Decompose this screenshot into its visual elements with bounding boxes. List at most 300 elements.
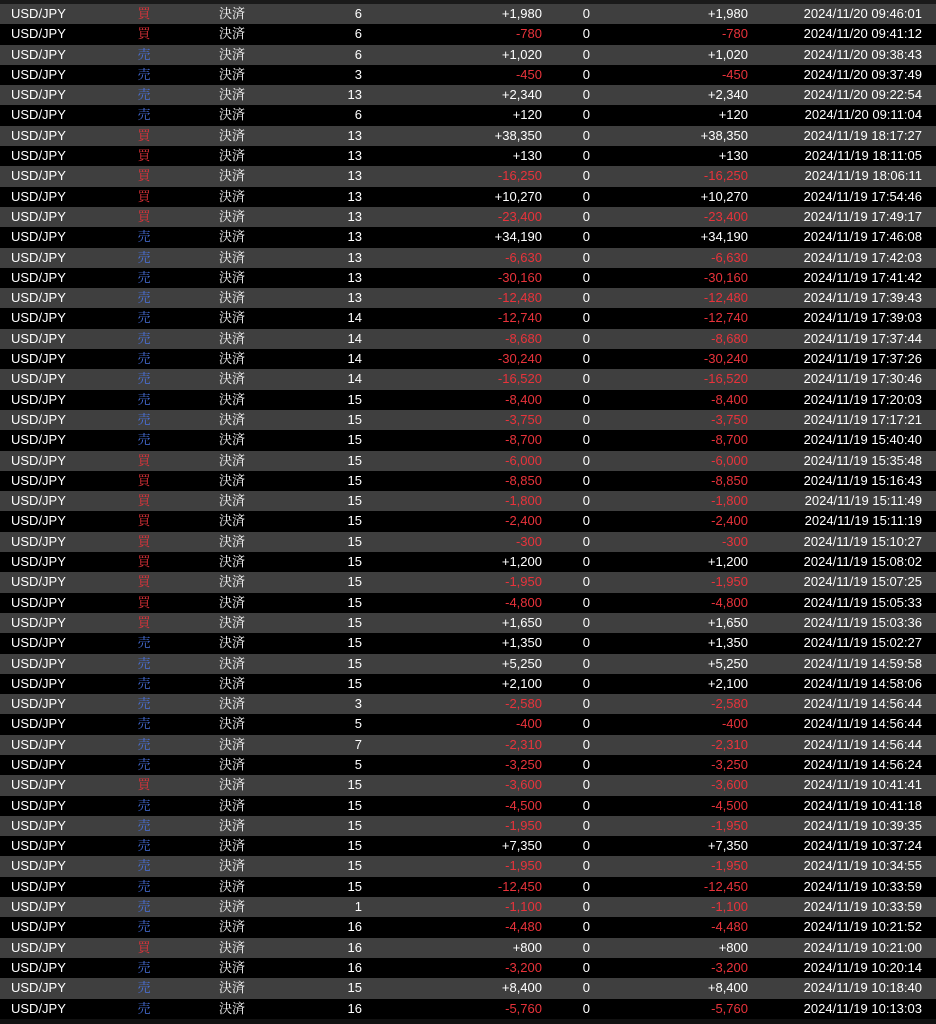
execution-time: 2024/11/19 14:56:44 [803,736,922,752]
trade-quantity: 13 [347,208,362,224]
swap-points: 0 [582,269,590,285]
table-row[interactable] [0,126,936,146]
profit-loss: -6,630 [505,249,542,265]
swap-points: 0 [582,817,590,833]
total-profit-loss: -8,850 [711,472,748,488]
execution-time: 2024/11/19 17:30:46 [803,371,922,387]
table-row[interactable] [0,187,936,207]
trade-side: 買 [137,208,151,224]
total-profit-loss: -12,450 [703,878,748,894]
swap-points: 0 [582,310,590,326]
total-profit-loss: -12,480 [703,290,748,306]
trade-quantity: 15 [347,858,362,874]
swap-points: 0 [582,46,590,62]
profit-loss: -3,750 [505,411,542,427]
execution-time: 2024/11/19 17:42:03 [803,249,922,265]
table-row[interactable] [0,85,936,105]
trade-type: 決済 [219,229,246,245]
table-row[interactable] [0,593,936,613]
table-row[interactable] [0,227,936,247]
total-profit-loss: -2,310 [711,736,748,752]
table-row[interactable] [0,836,936,856]
profit-loss: +1,980 [501,6,542,21]
trade-side: 売 [137,391,151,407]
trade-type: 決済 [219,655,246,671]
table-row[interactable] [0,430,936,450]
trade-side: 売 [137,411,151,427]
profit-loss: -3,200 [505,959,542,975]
profit-loss: +1,350 [501,635,542,651]
execution-time: 2024/11/19 10:20:14 [803,959,922,975]
table-row[interactable] [0,877,936,897]
swap-points: 0 [582,716,590,732]
execution-time: 2024/11/19 10:41:18 [803,797,922,813]
swap-points: 0 [582,6,590,21]
trade-type: 決済 [219,594,246,610]
trade-quantity: 15 [347,980,362,996]
execution-time: 2024/11/19 10:13:03 [803,1000,922,1016]
trade-side: 買 [137,513,151,529]
execution-time: 2024/11/19 10:41:41 [803,777,922,793]
table-row[interactable] [0,369,936,389]
trade-side: 売 [137,696,151,712]
trade-side: 買 [137,614,151,630]
trade-side: 売 [137,899,151,915]
trade-quantity: 7 [354,736,362,752]
total-profit-loss: -450 [721,66,748,82]
swap-points: 0 [582,493,590,509]
profit-loss: -2,580 [505,696,542,712]
trade-side: 買 [137,574,151,590]
trade-side: 売 [137,87,151,103]
swap-points: 0 [582,290,590,306]
table-row[interactable] [0,390,936,410]
swap-points: 0 [582,614,590,630]
table-row[interactable] [0,897,936,917]
execution-time: 2024/11/19 14:56:24 [803,756,922,772]
currency-pair: USD/JPY [11,472,66,488]
currency-pair: USD/JPY [11,797,66,813]
execution-time: 2024/11/19 14:58:06 [803,675,922,691]
total-profit-loss: -16,520 [703,371,748,387]
currency-pair: USD/JPY [11,655,66,671]
table-row[interactable] [0,471,936,491]
profit-loss: -300 [515,533,542,549]
execution-time: 2024/11/19 10:21:52 [803,919,922,935]
swap-points: 0 [582,655,590,671]
table-row[interactable] [0,288,936,308]
table-row[interactable] [0,978,936,998]
currency-pair: USD/JPY [11,168,66,184]
currency-pair: USD/JPY [11,46,66,62]
trade-quantity: 15 [347,655,362,671]
table-row[interactable] [0,349,936,369]
swap-points: 0 [582,391,590,407]
trade-side: 売 [137,249,151,265]
trade-type: 決済 [219,432,246,448]
execution-time: 2024/11/19 14:56:44 [803,716,922,732]
total-profit-loss: -16,250 [703,168,748,184]
trade-type: 決済 [219,899,246,915]
swap-points: 0 [582,756,590,772]
total-profit-loss: -30,240 [703,351,748,367]
execution-time: 2024/11/19 17:37:26 [803,351,922,367]
execution-time: 2024/11/19 17:39:43 [803,290,922,306]
trade-side: 買 [137,777,151,793]
trade-side: 売 [137,817,151,833]
trade-quantity: 13 [347,269,362,285]
profit-loss: +5,250 [501,655,542,671]
profit-loss: +1,200 [501,554,542,570]
swap-points: 0 [582,675,590,691]
profit-loss: +38,350 [494,127,542,143]
profit-loss: +7,350 [501,838,542,854]
table-row[interactable] [0,268,936,288]
table-row[interactable] [0,65,936,85]
execution-time: 2024/11/19 17:39:03 [803,310,922,326]
table-row[interactable] [0,755,936,775]
trade-type: 決済 [219,1000,246,1016]
profit-loss: -30,240 [497,351,542,367]
currency-pair: USD/JPY [11,330,66,346]
trade-quantity: 15 [347,432,362,448]
table-row[interactable] [0,735,936,755]
profit-loss: +130 [512,148,542,164]
swap-points: 0 [582,432,590,448]
execution-time: 2024/11/19 10:18:40 [803,980,922,996]
trade-side: 売 [137,371,151,387]
execution-time: 2024/11/19 15:07:25 [803,574,922,590]
trade-side: 売 [137,655,151,671]
table-row[interactable] [0,938,936,958]
total-profit-loss: +1,350 [707,635,748,651]
trade-quantity: 6 [354,6,362,21]
table-row[interactable] [0,146,936,166]
swap-points: 0 [582,939,590,955]
trade-type: 決済 [219,249,246,265]
table-row[interactable] [0,552,936,572]
trade-side: 買 [137,939,151,955]
currency-pair: USD/JPY [11,878,66,894]
trade-quantity: 16 [347,959,362,975]
table-row[interactable] [0,105,936,125]
execution-time: 2024/11/19 17:17:21 [803,411,922,427]
profit-loss: -2,310 [505,736,542,752]
swap-points: 0 [582,838,590,854]
currency-pair: USD/JPY [11,554,66,570]
trade-type: 決済 [219,127,246,143]
table-row[interactable] [0,248,936,268]
trade-quantity: 15 [347,391,362,407]
swap-points: 0 [582,66,590,82]
table-row[interactable] [0,714,936,734]
table-row[interactable] [0,207,936,227]
trade-quantity: 13 [347,148,362,164]
profit-loss: -4,480 [505,919,542,935]
table-row[interactable] [0,511,936,531]
execution-time: 2024/11/20 09:22:54 [803,87,922,103]
currency-pair: USD/JPY [11,87,66,103]
table-row[interactable] [0,958,936,978]
swap-points: 0 [582,26,590,42]
trade-type: 決済 [219,330,246,346]
table-row[interactable] [0,654,936,674]
currency-pair: USD/JPY [11,493,66,509]
swap-points: 0 [582,148,590,164]
trade-quantity: 15 [347,513,362,529]
execution-time: 2024/11/19 18:17:27 [803,127,922,143]
trade-quantity: 16 [347,1000,362,1016]
currency-pair: USD/JPY [11,574,66,590]
execution-time: 2024/11/19 15:02:27 [803,635,922,651]
profit-loss: -4,800 [505,594,542,610]
currency-pair: USD/JPY [11,675,66,691]
trade-side: 買 [137,472,151,488]
execution-time: 2024/11/19 17:20:03 [803,391,922,407]
profit-loss: -450 [515,66,542,82]
trade-side: 買 [137,554,151,570]
swap-points: 0 [582,371,590,387]
profit-loss: +2,100 [501,675,542,691]
total-profit-loss: +120 [718,107,748,123]
total-profit-loss: -3,750 [711,411,748,427]
table-row[interactable] [0,674,936,694]
profit-loss: +8,400 [501,980,542,996]
trade-quantity: 15 [347,675,362,691]
currency-pair: USD/JPY [11,838,66,854]
trade-quantity: 6 [354,107,362,123]
currency-pair: USD/JPY [11,269,66,285]
currency-pair: USD/JPY [11,351,66,367]
swap-points: 0 [582,594,590,610]
trade-side: 売 [137,756,151,772]
swap-points: 0 [582,229,590,245]
swap-points: 0 [582,513,590,529]
swap-points: 0 [582,635,590,651]
trade-side: 買 [137,533,151,549]
total-profit-loss: -4,500 [711,797,748,813]
currency-pair: USD/JPY [11,452,66,468]
trade-quantity: 15 [347,533,362,549]
trade-quantity: 5 [354,756,362,772]
table-row[interactable] [0,856,936,876]
trade-side: 売 [137,858,151,874]
table-row[interactable] [0,24,936,44]
swap-points: 0 [582,330,590,346]
currency-pair: USD/JPY [11,127,66,143]
table-row[interactable] [0,633,936,653]
total-profit-loss: -2,580 [711,696,748,712]
profit-loss: -16,250 [497,168,542,184]
profit-loss: -5,760 [505,1000,542,1016]
trade-quantity: 3 [354,696,362,712]
currency-pair: USD/JPY [11,858,66,874]
currency-pair: USD/JPY [11,777,66,793]
trade-type: 決済 [219,736,246,752]
trade-side: 買 [137,188,151,204]
trade-side: 買 [137,168,151,184]
table-row[interactable] [0,45,936,65]
profit-loss: +34,190 [494,229,542,245]
trade-quantity: 15 [347,614,362,630]
trade-quantity: 15 [347,817,362,833]
table-row[interactable] [0,491,936,511]
swap-points: 0 [582,127,590,143]
total-profit-loss: +1,650 [707,614,748,630]
trade-side: 売 [137,46,151,62]
swap-points: 0 [582,533,590,549]
table-row[interactable] [0,775,936,795]
currency-pair: USD/JPY [11,736,66,752]
currency-pair: USD/JPY [11,208,66,224]
trade-quantity: 6 [354,46,362,62]
total-profit-loss: -8,400 [711,391,748,407]
swap-points: 0 [582,168,590,184]
trade-type: 決済 [219,148,246,164]
trade-type: 決済 [219,371,246,387]
total-profit-loss: +34,190 [700,229,748,245]
total-profit-loss: +7,350 [707,838,748,854]
currency-pair: USD/JPY [11,391,66,407]
table-row[interactable] [0,451,936,471]
total-profit-loss: -3,250 [711,756,748,772]
execution-time: 2024/11/19 18:11:05 [804,148,922,164]
swap-points: 0 [582,797,590,813]
table-row[interactable] [0,410,936,430]
trade-side: 買 [137,452,151,468]
table-row[interactable] [0,613,936,633]
trade-type: 決済 [219,290,246,306]
currency-pair: USD/JPY [11,6,66,21]
currency-pair: USD/JPY [11,756,66,772]
execution-time: 2024/11/20 09:38:43 [803,46,922,62]
profit-loss: -16,520 [497,371,542,387]
total-profit-loss: +10,270 [700,188,748,204]
trade-side: 売 [137,351,151,367]
trade-type: 決済 [219,533,246,549]
trade-type: 決済 [219,696,246,712]
swap-points: 0 [582,208,590,224]
trade-type: 決済 [219,980,246,996]
table-row[interactable] [0,572,936,592]
trade-side: 売 [137,635,151,651]
trade-type: 決済 [219,777,246,793]
trade-side: 売 [137,290,151,306]
profit-loss: +120 [512,107,542,123]
table-row[interactable] [0,308,936,328]
execution-time: 2024/11/19 10:21:00 [803,939,922,955]
trade-side: 買 [137,594,151,610]
profit-loss: -6,000 [505,452,542,468]
trade-quantity: 14 [347,310,362,326]
trade-side: 売 [137,1000,151,1016]
currency-pair: USD/JPY [11,188,66,204]
profit-loss: -30,160 [497,269,542,285]
profit-loss: +10,270 [494,188,542,204]
trade-type: 決済 [219,391,246,407]
profit-loss: +2,340 [501,87,542,103]
swap-points: 0 [582,87,590,103]
trade-quantity: 13 [347,87,362,103]
table-row[interactable] [0,532,936,552]
table-row[interactable] [0,694,936,714]
total-profit-loss: -5,760 [711,1000,748,1016]
trade-side: 売 [137,310,151,326]
total-profit-loss: -30,160 [703,269,748,285]
total-profit-loss: -6,000 [711,452,748,468]
trade-quantity: 15 [347,797,362,813]
currency-pair: USD/JPY [11,513,66,529]
total-profit-loss: -300 [721,533,748,549]
trade-type: 決済 [219,310,246,326]
total-profit-loss: +1,020 [707,46,748,62]
execution-time: 2024/11/19 14:59:58 [803,655,922,671]
currency-pair: USD/JPY [11,614,66,630]
trade-quantity: 15 [347,452,362,468]
total-profit-loss: -23,400 [703,208,748,224]
execution-time: 2024/11/20 09:46:01 [803,6,922,21]
profit-loss: -8,700 [505,432,542,448]
profit-loss: +800 [512,939,542,955]
execution-time: 2024/11/19 18:06:11 [804,168,922,184]
total-profit-loss: -400 [721,716,748,732]
profit-loss: -3,600 [505,777,542,793]
trade-type: 決済 [219,188,246,204]
currency-pair: USD/JPY [11,919,66,935]
execution-time: 2024/11/19 10:37:24 [803,838,922,854]
profit-loss: -12,450 [497,878,542,894]
trade-type: 決済 [219,756,246,772]
trade-type: 決済 [219,554,246,570]
trade-quantity: 16 [347,939,362,955]
trade-quantity: 15 [347,574,362,590]
swap-points: 0 [582,188,590,204]
trade-quantity: 14 [347,371,362,387]
swap-points: 0 [582,919,590,935]
table-row[interactable] [0,4,936,24]
trade-type: 決済 [219,168,246,184]
profit-loss: -3,250 [505,756,542,772]
trade-quantity: 13 [347,188,362,204]
execution-time: 2024/11/19 15:11:49 [804,493,922,509]
trade-type: 決済 [219,351,246,367]
swap-points: 0 [582,351,590,367]
table-row[interactable] [0,166,936,186]
trade-side: 売 [137,107,151,123]
table-row[interactable] [0,329,936,349]
swap-points: 0 [582,736,590,752]
trade-quantity: 14 [347,351,362,367]
total-profit-loss: +130 [718,148,748,164]
profit-loss: -780 [515,26,542,42]
table-row[interactable] [0,999,936,1019]
trade-side: 売 [137,675,151,691]
trade-side: 売 [137,229,151,245]
currency-pair: USD/JPY [11,594,66,610]
table-row[interactable] [0,796,936,816]
trade-side: 買 [137,493,151,509]
total-profit-loss: -1,100 [711,899,748,915]
table-row[interactable] [0,816,936,836]
swap-points: 0 [582,107,590,123]
trade-type: 決済 [219,269,246,285]
currency-pair: USD/JPY [11,432,66,448]
profit-loss: -2,400 [505,513,542,529]
trade-quantity: 14 [347,330,362,346]
currency-pair: USD/JPY [11,310,66,326]
table-row[interactable] [0,917,936,937]
swap-points: 0 [582,574,590,590]
